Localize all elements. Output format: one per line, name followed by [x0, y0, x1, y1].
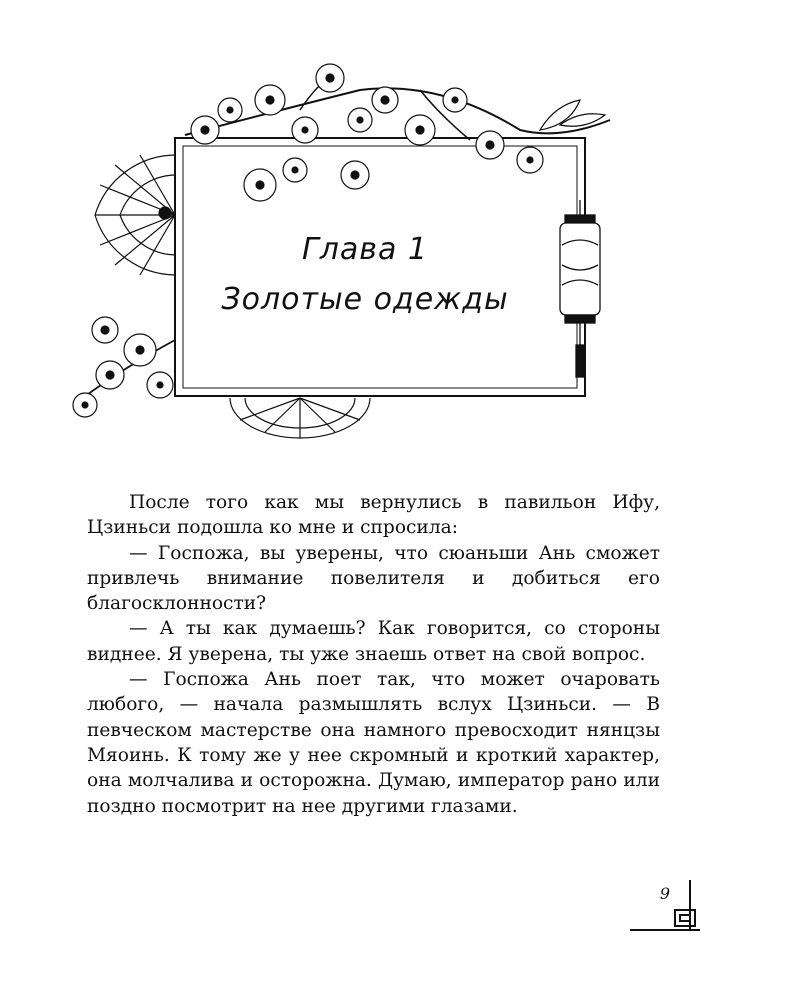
body-text	[87, 490, 660, 819]
chapter-subtitle: Золотые одежды	[221, 282, 509, 317]
paragraph: — А ты как думаешь? Как говорится, со стороны виднее. Я уверена, ты уже знаешь ответ на свой вопрос.	[87, 618, 660, 665]
chapter-title: Глава 1	[302, 232, 428, 267]
paragraph: После того как мы вернулись в павильон Ифу, Цзиньси подошла ко мне и спросила:	[87, 492, 660, 539]
page-number: 9	[659, 884, 670, 903]
paragraph: — Госпожа Ань поет так, что может очаровать любого, — начала размышлять вслух Цзиньси. — В певческом мастерстве она намного превосходит нянцзы Мяоинь. К тому же у нее скромный и кроткий характер, она молчалива и осторожна. Думаю, император рано или поздно посмотрит на нее другими глазами.	[87, 669, 660, 817]
paragraph: — Госпожа, вы уверены, что сюаньши Ань сможет привлечь внимание повелителя и добиться его благосклонности?	[87, 542, 660, 615]
left-fan-illustration	[95, 155, 175, 275]
lower-left-blossoms	[73, 317, 175, 417]
bottom-fan-illustration	[230, 398, 370, 438]
chapter-frame-outer	[175, 138, 585, 396]
